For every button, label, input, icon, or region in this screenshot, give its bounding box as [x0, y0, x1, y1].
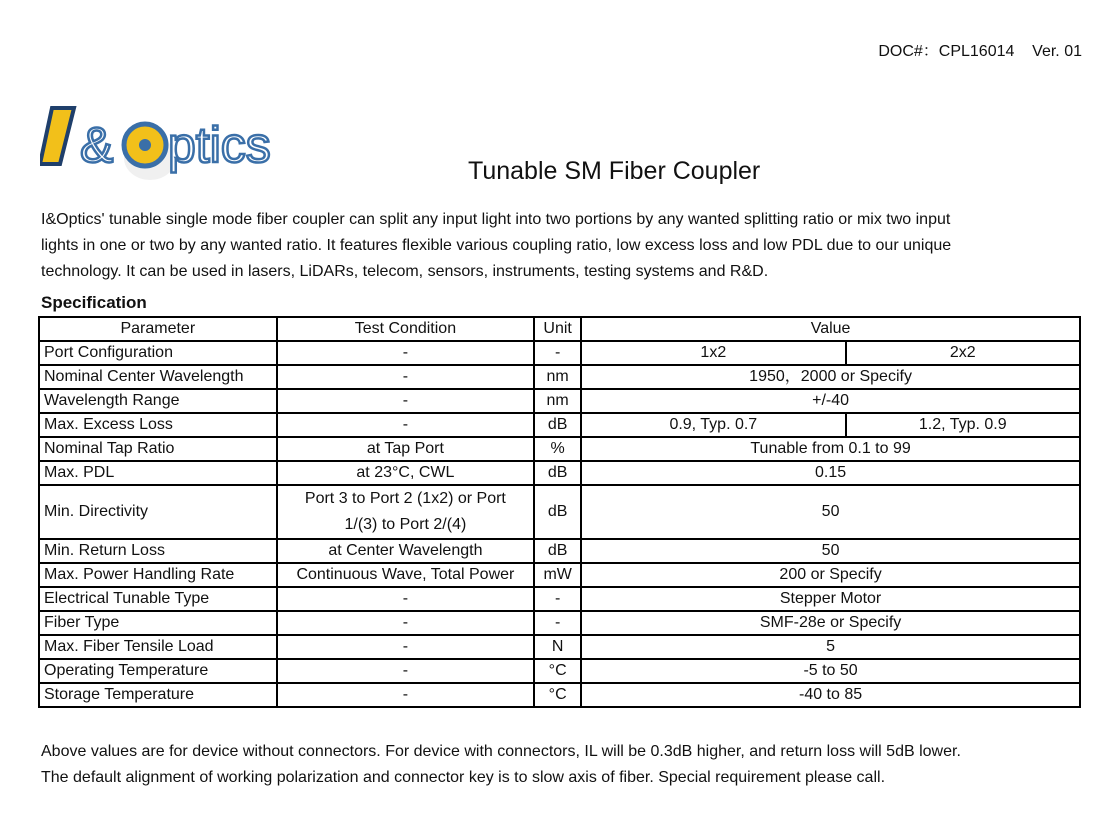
- value-cell-1x2: 1x2: [581, 341, 845, 365]
- svg-text:ptics: ptics: [168, 117, 271, 173]
- header-value: Value: [581, 317, 1080, 341]
- unit-cell: -: [534, 587, 581, 611]
- param-cell: Max. Fiber Tensile Load: [39, 635, 277, 659]
- value-cell: -40 to 85: [581, 683, 1080, 707]
- table-row: [39, 659, 1080, 683]
- param-cell: Electrical Tunable Type: [39, 587, 277, 611]
- condition-cell: -: [277, 365, 535, 389]
- param-cell: Port Configuration: [39, 341, 277, 365]
- condition-cell: at Tap Port: [277, 437, 535, 461]
- unit-cell: N: [534, 635, 581, 659]
- footnotes: [41, 739, 1101, 791]
- param-cell: Operating Temperature: [39, 659, 277, 683]
- value-cell: +/-40: [581, 389, 1080, 413]
- param-cell: Max. Excess Loss: [39, 413, 277, 437]
- doc-number-text: DOC#：CPL16014: [878, 43, 1015, 60]
- header-unit: Unit: [534, 317, 581, 341]
- unit-cell: nm: [534, 389, 581, 413]
- condition-cell: Continuous Wave, Total Power: [277, 563, 535, 587]
- value-cell-2x2: 1.2, Typ. 0.9: [846, 413, 1080, 437]
- spec-table: [38, 316, 1081, 708]
- unit-cell: dB: [534, 539, 581, 563]
- table-row: [39, 413, 1080, 437]
- value-cell-1x2: 0.9, Typ. 0.7: [581, 413, 845, 437]
- param-cell: Min. Return Loss: [39, 539, 277, 563]
- unit-cell: dB: [534, 461, 581, 485]
- unit-cell: nm: [534, 365, 581, 389]
- table-row: [39, 683, 1080, 707]
- table-row: [39, 365, 1080, 389]
- condition-cell: -: [277, 659, 535, 683]
- table-row: [39, 437, 1080, 461]
- unit-cell: dB: [534, 485, 581, 539]
- param-cell: Storage Temperature: [39, 683, 277, 707]
- value-cell: Stepper Motor: [581, 587, 1080, 611]
- table-row: [39, 587, 1080, 611]
- param-cell: Wavelength Range: [39, 389, 277, 413]
- value-cell: 50: [581, 539, 1080, 563]
- param-cell: Max. Power Handling Rate: [39, 563, 277, 587]
- condition-cell: -: [277, 683, 535, 707]
- unit-cell: dB: [534, 413, 581, 437]
- header-parameter: Parameter: [39, 317, 277, 341]
- condition-cell: -: [277, 611, 535, 635]
- doc-number: [878, 38, 1082, 61]
- condition-cell: -: [277, 635, 535, 659]
- value-cell: 200 or Specify: [581, 563, 1080, 587]
- value-cell: -5 to 50: [581, 659, 1080, 683]
- table-row: [39, 539, 1080, 563]
- value-cell: Tunable from 0.1 to 99: [581, 437, 1080, 461]
- condition-cell: -: [277, 413, 535, 437]
- param-cell: Min. Directivity: [39, 485, 277, 539]
- logo-graphic: [40, 100, 300, 190]
- company-logo: [40, 100, 300, 190]
- param-cell: Max. PDL: [39, 461, 277, 485]
- condition-cell: -: [277, 341, 535, 365]
- version-text: Ver. 01: [1032, 43, 1082, 60]
- value-cell-2x2: 2x2: [846, 341, 1080, 365]
- table-row: [39, 563, 1080, 587]
- intro-line: technology. It can be used in lasers, LiDARs, telecom, sensors, instruments, testing systems and R&D.: [41, 263, 769, 280]
- param-cell: Nominal Center Wavelength: [39, 365, 277, 389]
- condition-cell: -: [277, 587, 535, 611]
- value-cell: 1950，2000 or Specify: [581, 365, 1080, 389]
- param-cell: Nominal Tap Ratio: [39, 437, 277, 461]
- unit-cell: °C: [534, 659, 581, 683]
- value-cell: SMF-28e or Specify: [581, 611, 1080, 635]
- table-row: [39, 389, 1080, 413]
- unit-cell: -: [534, 611, 581, 635]
- footnote-line: The default alignment of working polarization and connector key is to slow axis of fiber. Special requirement please call.: [41, 769, 886, 786]
- table-row: [39, 461, 1080, 485]
- value-cell: 50: [581, 485, 1080, 539]
- header-test-condition: Test Condition: [277, 317, 535, 341]
- condition-cell: at Center Wavelength: [277, 539, 535, 563]
- condition-cell: [277, 485, 535, 539]
- table-row: [39, 341, 1080, 365]
- value-cell: 5: [581, 635, 1080, 659]
- footnote-line: Above values are for device without connectors. For device with connectors, IL will be 0.3dB higher, and return loss will 5dB lower.: [41, 743, 961, 760]
- table-row: [39, 635, 1080, 659]
- condition-cell: at 23°C, CWL: [277, 461, 535, 485]
- param-cell: Fiber Type: [39, 611, 277, 635]
- condition-line: Port 3 to Port 2 (1x2) or Port: [304, 490, 506, 507]
- unit-cell: -: [534, 341, 581, 365]
- table-row: [39, 485, 1080, 539]
- intro-paragraph: [41, 207, 1081, 285]
- condition-cell: -: [277, 389, 535, 413]
- intro-line: lights in one or two by any wanted ratio. It features flexible various coupling ratio, low excess loss and low PDL due to our unique: [41, 237, 952, 254]
- unit-cell: °C: [534, 683, 581, 707]
- svg-text:&: &: [80, 117, 114, 173]
- page-title: Tunable SM Fiber Coupler: [468, 157, 761, 185]
- table-header-row: [39, 317, 1080, 341]
- intro-line: I&Optics' tunable single mode fiber coupler can split any input light into two portions by any wanted splitting ratio or mix two input: [41, 211, 951, 228]
- condition-line: 1/(3) to Port 2/(4): [344, 516, 467, 533]
- unit-cell: %: [534, 437, 581, 461]
- unit-cell: mW: [534, 563, 581, 587]
- value-cell: 0.15: [581, 461, 1080, 485]
- table-row: [39, 611, 1080, 635]
- spec-heading: Specification: [41, 293, 147, 312]
